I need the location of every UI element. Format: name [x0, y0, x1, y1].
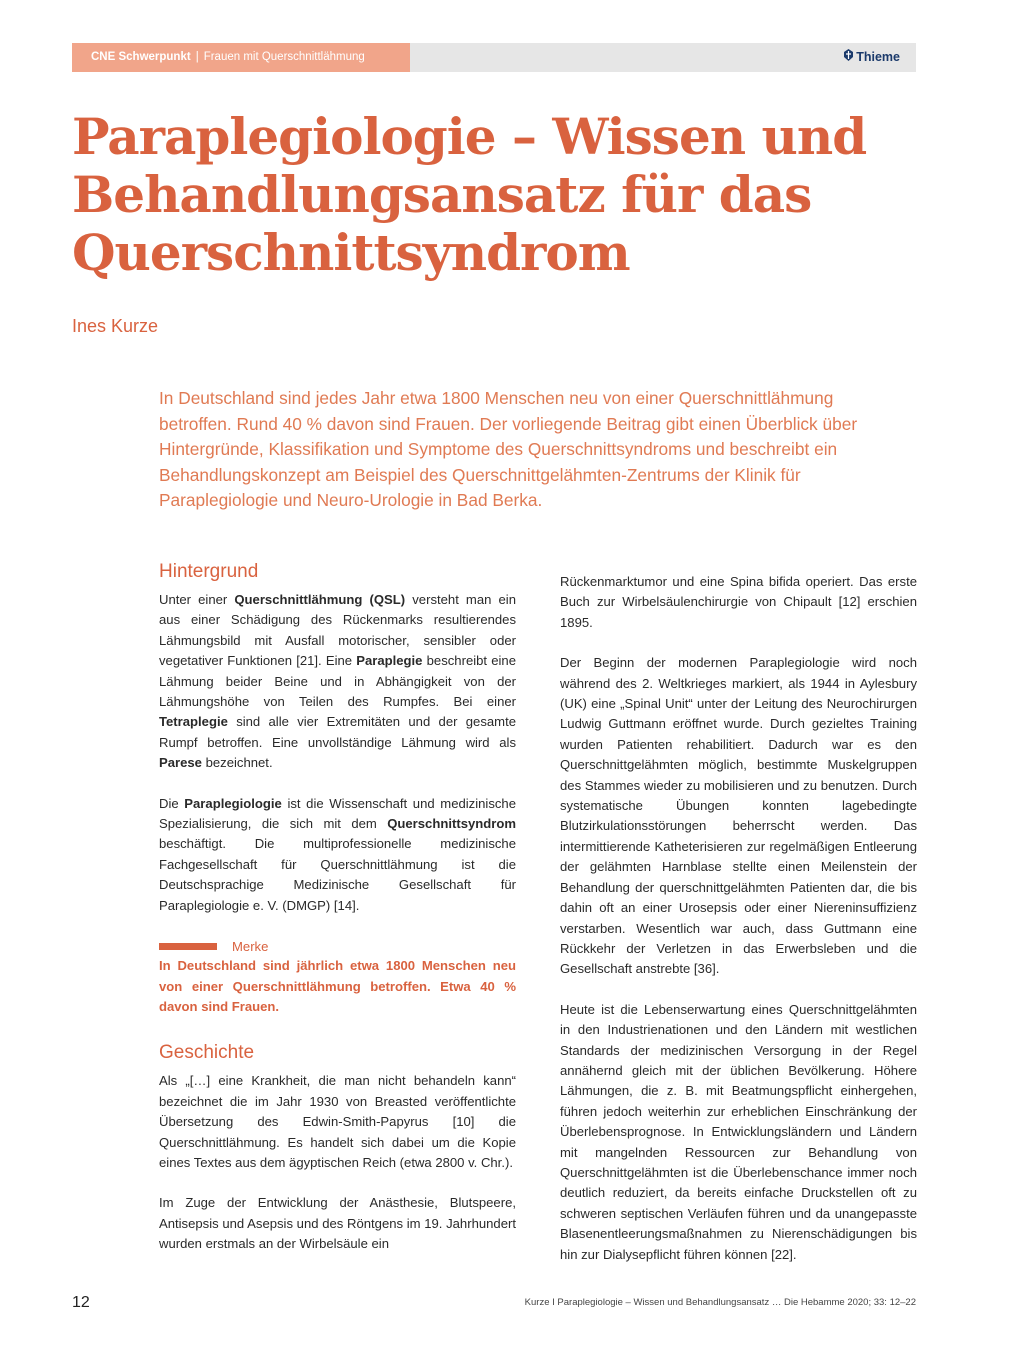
merke-header [159, 936, 516, 956]
paragraph-right-1: Rückenmarktumor und eine Spina bifida operiert. Das erste Buch zur Wirbelsäulenchirurgie von Chipault [12] erschien 1895. [560, 574, 917, 630]
right-column [560, 572, 917, 1285]
section-heading-hintergrund: Hintergrund [159, 561, 259, 582]
text-run: versteht man ein aus einer Schädigung des Rückenmarks resultierendes Lähmungsbild mit Ausfall motorischer, sensibler oder vegetativer Funktionen [21]. Eine [159, 592, 516, 669]
term-paraplegiologie: Paraplegiologie [184, 795, 282, 811]
article-author: Ines Kurze [72, 316, 159, 336]
paragraph-geschichte-1: Als „[…] eine Krankheit, die man nicht behandeln kann“ bezeichnet die im Jahr 1930 von Breasted veröffentlichte Übersetzung des Edwin-Smith-Papyrus [10] die Querschnittlähmung. Es handelt sich dabei um die Kopie eines Textes aus dem ägyptischen Reich (etwa 2800 v. Chr.). [159, 1073, 516, 1170]
merke-box [159, 936, 516, 1017]
footer-citation: Kurze I Paraplegiologie – Wissen und Behandlungsansatz … Die Hebamme 2020; 33: 12–22 [524, 1297, 916, 1308]
text-run: Unter einer [159, 592, 235, 607]
term-qsl: Querschnittlähmung (QSL) [234, 592, 406, 607]
paragraph-right-2: Der Beginn der modernen Paraplegiologie wird noch während des 2. Weltkrieges markiert, als 1944 in Aylesbury (UK) eine „Spinal Unit“ unter der Leitung des Neurochirurgen Ludwig Guttmann eröffnet wurde. Durch gezieltes Training wurden Patienten rehabilitiert. Dadurch war es den Querschnittgelähmten möglich, bestimmte Muskelgruppen des Stammes wieder zu mobilisieren und zu benutzen. Durch systematische Übungen konnten lagebedingte Blutzirkulationsstörungen beherrscht werden. Das intermittierende Katheterisieren zur regelmäßigen Entleerung der gelähmten Harnblase stellte einen Meilenstein der Behandlung der querschnittgelähmten Patienten dar, die bis dahin oft an einer Urosepsis oder einer Niereninsuffizienz verstarben. Wesentlich war auch, dass Guttmann eine Rückkehr der Verletzen in das Erwerbsleben und die Gesellschaft anstrebte [36]. [560, 655, 917, 977]
paragraph-right-3: Heute ist die Lebenserwartung eines Querschnittgelähmten in den Industrienationen und den Ländern mit westlichen Standards der medizinischen Versorgung in der Regel annähernd gleich mit der üblichen Bevölkerung. Höhere Lähmungen, die z. B. mit Beatmungspflicht einhergehen, führen jedoch weiterhin zur erheblichen Einschränkung der Überlebensprognose. In Entwicklungsländern und Ländern mit mangelnden Ressourcen zur Behandlung von Querschnittgelähmten ist die Überlebenschance immer noch deutlich reduziert, da bereits einfache Druckstellen oft zu schweren septischen Verläufen führen und da unangepasste Blasenentleerungsmaßnahmen zu Nierenschädigungen bis hin zur Dialysepflicht führen können [22]. [560, 1001, 917, 1262]
term-parese: Parese [159, 755, 202, 771]
article-title: Paraplegiologie – Wissen und Behandlungsansatz für das Querschnittsyndrom [72, 107, 867, 282]
paragraph-geschichte-2: Im Zuge der Entwicklung der Anästhesie, Blutspeere, Antisepsis und Asepsis und des Röntgens im 19. Jahrhundert wurden erstmals an der Wirbelsäule ein [159, 1195, 516, 1252]
section-topic: Frauen mit Querschnittlähmung [203, 51, 365, 63]
term-tetraplegie: Tetraplegie [159, 714, 228, 730]
text-run: Die [159, 795, 185, 811]
article-abstract: In Deutschland sind jedes Jahr etwa 1800 Menschen neu von einer Querschnittlähmung betroffen. Rund 40 % davon sind Frauen. Der vorliegende Beitrag gibt einen Überblick über Hintergründe, Klassifikation und Symptome des Querschnittsyndroms und beschreibt ein Behandlungskonzept am Beispiel des Querschnittgelähmten-Zentrums der Klinik für Paraplegiologie und Neuro-Urologie in Bad Berka. [159, 388, 858, 510]
section-tag [72, 43, 410, 72]
publisher-logo [844, 43, 900, 72]
term-querschnittsyndrom: Querschnittsyndrom [387, 816, 516, 832]
header-separator: | [195, 51, 199, 63]
left-column [159, 560, 516, 1275]
merke-text: In Deutschland sind jährlich etwa 1800 Menschen neu von einer Querschnittlähmung betroffen. Etwa 40 % davon sind Frauen. [159, 958, 516, 1014]
publisher-name: Thieme [856, 50, 900, 64]
running-header [72, 43, 916, 72]
paragraph-hintergrund-1 [159, 590, 516, 774]
section-heading-geschichte: Geschichte [159, 1042, 255, 1064]
section-tag-label: CNE Schwerpunkt [91, 51, 191, 63]
merke-label: Merke [232, 938, 269, 954]
text-run: sind alle vier Extremitäten und der gesamte Rumpf betroffen. Eine unvollständige Lähmung wird als [159, 714, 516, 750]
text-run: beschäftigt. Die multiprofessionelle medizinische Fachgesellschaft für Querschnittlähmung ist die Deutschsprachige Medizinische Gesellschaft für Paraplegiologie e. V. (DMGP) [14]. [159, 836, 516, 913]
thieme-logo-icon [844, 43, 853, 72]
merke-bar [159, 943, 217, 950]
page-number: 12 [72, 1294, 90, 1311]
paragraph-hintergrund-2 [159, 794, 516, 916]
text-run: ist die Wissenschaft und medizinische Spezialisierung, die sich mit dem [159, 795, 516, 832]
term-paraplegie: Paraplegie [356, 653, 423, 669]
text-run: bezeichnet. [201, 755, 273, 771]
text-run: beschreibt eine Lähmung beider Beine und in Abhängigkeit von der Lähmungshöhe von Teilen des Rumpfes. Bei einer [159, 653, 516, 710]
